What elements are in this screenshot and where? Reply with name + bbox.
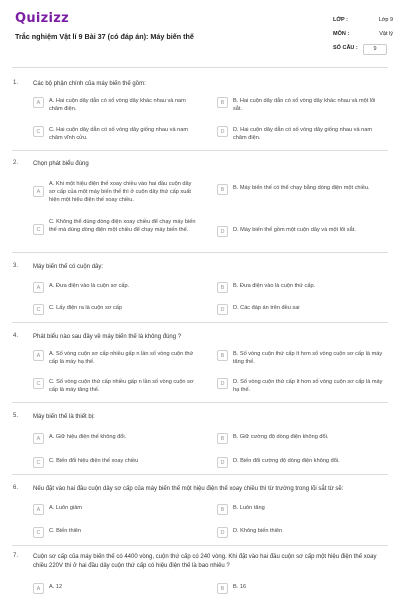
meta-class bbox=[333, 17, 393, 23]
option-text: A. Khi một hiệu điện thế xoay chiều vào hai đầu cuộn dây sơ cấp của một máy biến thế thì ở cuộn dây thứ cấp xuất hiện một hiệu điện thế xoay chiều. bbox=[49, 181, 192, 203]
question-number: 6. bbox=[13, 485, 19, 491]
question-text: Chọn phát biểu đúng bbox=[33, 161, 89, 167]
option-letter: A bbox=[33, 97, 44, 108]
option-letter: C bbox=[33, 527, 44, 538]
meta-count-label: SỐ CÂU : bbox=[333, 45, 358, 51]
option-text: D. Biến đổi cường độ dòng điện không đổi. bbox=[233, 458, 340, 464]
option-letter: A bbox=[33, 504, 44, 515]
quizizz-logo: Quizizz bbox=[15, 11, 70, 26]
option-text: D. Các đáp án trên đều sai bbox=[233, 305, 300, 311]
question-text: Cuộn sơ cấp của máy biến thế có 4400 vòng, cuộn thứ cấp có 240 vòng. Khi đặt vào hai đầu cuộn sơ cấp một hiệu điện thế xoay chiều 220V thì ở hai đầu dây cuộn thứ cấp có hiệu điện thế là bao nhiêu ? bbox=[33, 554, 377, 569]
question-divider bbox=[12, 545, 388, 546]
option-text: D. Máy biến thế gồm một cuộn dây và một lõi sắt. bbox=[233, 227, 356, 233]
question-text: Máy biến thế có cuộn dây: bbox=[33, 264, 104, 270]
option-letter: D bbox=[217, 378, 228, 389]
option-letter: C bbox=[33, 304, 44, 315]
option-text: A. Đưa điện vào là cuộn sơ cấp. bbox=[49, 283, 130, 289]
option-text: B. Hai cuộn dây dẫn có số vòng dây khác nhau và một lõi sắt. bbox=[233, 98, 376, 112]
option-letter: A bbox=[33, 350, 44, 361]
option-text: B. Đưa điện vào là cuộn thứ cấp. bbox=[233, 283, 316, 289]
question-text: Nếu đặt vào hai đầu cuộn dây sơ cấp của máy biến thế một hiệu điện thế xoay chiều thì từ trường trong lõi sắt từ sẽ: bbox=[33, 486, 344, 492]
option-letter: D bbox=[217, 527, 228, 538]
meta-subject bbox=[333, 31, 393, 37]
question-text: Máy biến thế là thiết bị: bbox=[33, 414, 95, 420]
question-number: 2. bbox=[13, 160, 19, 166]
question-number: 7. bbox=[13, 553, 19, 559]
option-letter: B bbox=[217, 184, 228, 195]
option-text: D. Không biến thiên bbox=[233, 528, 283, 534]
question-number: 4. bbox=[13, 333, 19, 339]
option-letter: B bbox=[217, 97, 228, 108]
option-letter: A bbox=[33, 282, 44, 293]
option-letter: D bbox=[217, 126, 228, 137]
option-text: C. Lấy điện ra là cuộn sơ cấp bbox=[49, 305, 123, 311]
option-text: A. Luôn giảm bbox=[49, 505, 82, 511]
question-divider bbox=[12, 150, 388, 151]
option-letter: B bbox=[217, 433, 228, 444]
option-text: D. Hai cuộn dây dẫn có số vòng dây giống nhau và nam châm điện. bbox=[233, 127, 373, 141]
meta-count-value: 9 bbox=[363, 44, 387, 55]
question-divider bbox=[12, 322, 388, 323]
question-number: 5. bbox=[13, 413, 19, 419]
option-letter: C bbox=[33, 224, 44, 235]
option-text: C. Biến thiên bbox=[49, 528, 82, 534]
option-text: C. Biến đổi hiệu điện thế xoay chiều bbox=[49, 458, 139, 464]
question-divider bbox=[12, 402, 388, 403]
meta-count bbox=[333, 45, 365, 51]
meta-class-value: Lớp 9 bbox=[378, 17, 393, 23]
option-letter: A bbox=[33, 433, 44, 444]
worksheet-title: Trắc nghiệm Vật lí 9 Bài 37 (có đáp án): Máy biến thế bbox=[15, 32, 194, 41]
meta-subject-label: MÔN : bbox=[333, 31, 350, 37]
option-text: C. Hai cuộn dây dẫn có số vòng dây giống nhau và nam châm vĩnh cửu. bbox=[49, 127, 189, 141]
question-divider bbox=[12, 252, 388, 253]
option-letter: C bbox=[33, 126, 44, 137]
option-letter: A bbox=[33, 186, 44, 197]
question-divider bbox=[12, 474, 388, 475]
option-text: B. 16 bbox=[233, 584, 247, 590]
option-letter: B bbox=[217, 504, 228, 515]
meta-class-label: LỚP : bbox=[333, 17, 348, 23]
option-letter: D bbox=[217, 226, 228, 237]
option-letter: D bbox=[217, 304, 228, 315]
option-letter: B bbox=[217, 350, 228, 361]
option-text: B. Máy biến thế có thể chạy bằng dòng điện một chiều. bbox=[233, 185, 370, 191]
option-letter: B bbox=[217, 282, 228, 293]
header-divider bbox=[12, 67, 388, 68]
option-letter: C bbox=[33, 378, 44, 389]
option-text: B. Số vòng cuộn thứ cấp ít hơn số vòng cuộn sơ cấp là máy tăng thế. bbox=[233, 351, 383, 365]
option-text: A. Hai cuộn dây dẫn có số vòng dây khác nhau và nam châm điện. bbox=[49, 98, 186, 112]
question-text: Phát biểu nào sau đây về máy biến thế là không đúng ? bbox=[33, 334, 182, 340]
option-text: D. Số vòng cuộn thứ cấp ít hơn số vòng cuộn sơ cấp là máy hạ thế. bbox=[233, 379, 383, 393]
option-letter: B bbox=[217, 583, 228, 594]
option-text: A. 12 bbox=[49, 584, 63, 590]
question-number: 1. bbox=[13, 80, 19, 86]
question-number: 3. bbox=[13, 263, 19, 269]
option-text: C. Không thể dùng dòng điện xoay chiều để chạy máy biến thế mà dùng dòng điện một chiều để chạy máy biến thế. bbox=[49, 219, 196, 233]
option-letter: D bbox=[217, 457, 228, 468]
option-letter: A bbox=[33, 583, 44, 594]
option-text: C. Số vòng cuộn thứ cấp nhiều gấp n lần số vòng cuộn sơ cấp là máy tăng thế. bbox=[49, 379, 194, 393]
option-text: B. Giữ cường độ dòng điện không đổi. bbox=[233, 434, 329, 440]
meta-subject-value: Vật lý bbox=[379, 31, 393, 37]
question-text: Các bộ phận chính của máy biến thế gồm: bbox=[33, 81, 146, 87]
option-text: B. Luôn tăng bbox=[233, 505, 265, 511]
option-letter: C bbox=[33, 457, 44, 468]
option-text: A. Giữ hiệu điện thế không đổi. bbox=[49, 434, 127, 440]
option-text: A. Số vòng cuộn sơ cấp nhiều gấp n lần số vòng cuộn thứ cấp là máy hạ thế. bbox=[49, 351, 194, 365]
